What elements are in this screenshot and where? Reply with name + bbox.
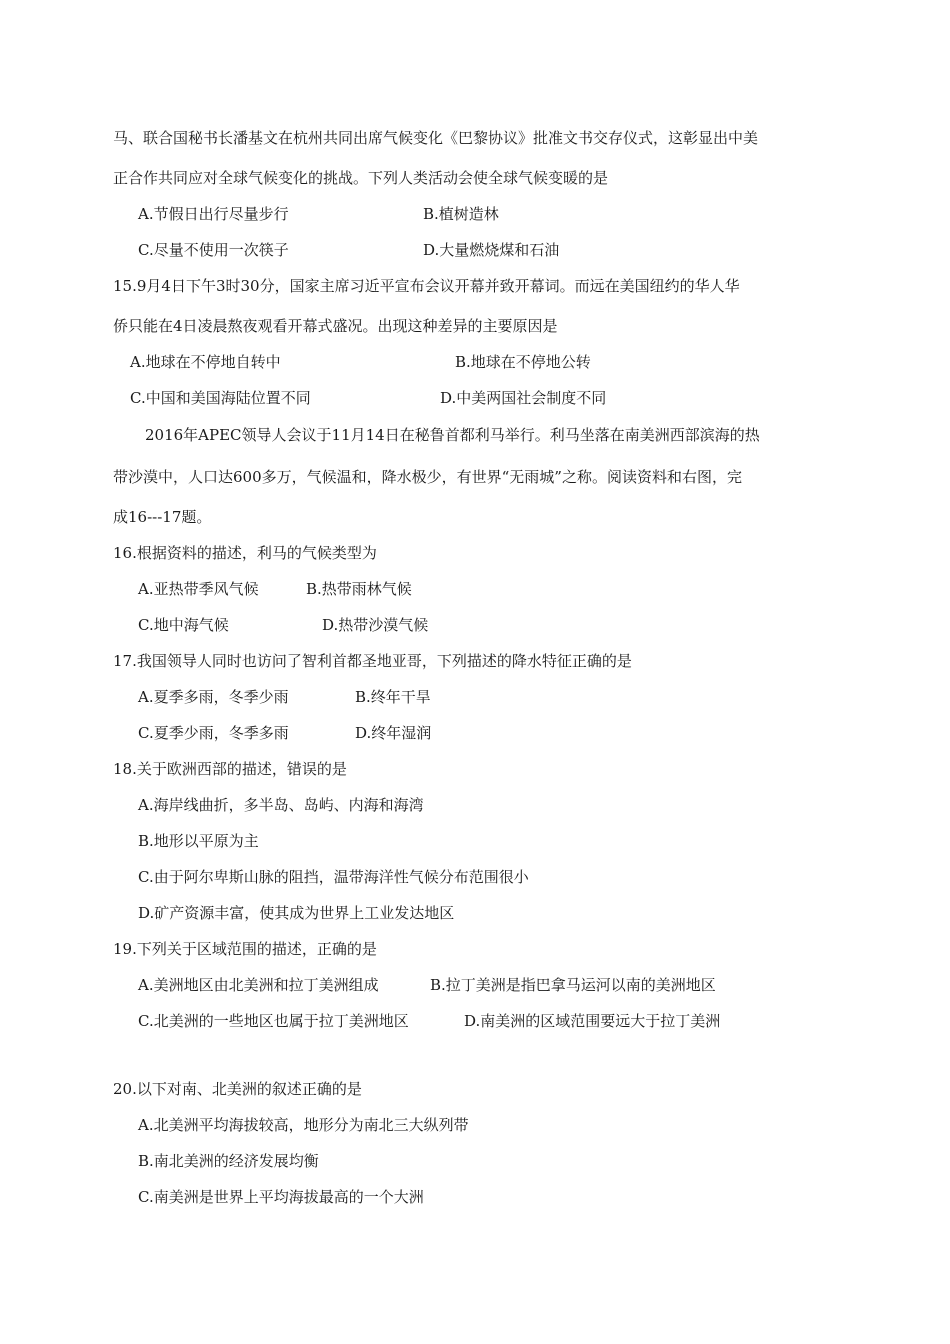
q18-option-b: B.地形以平原为主: [138, 832, 259, 850]
q20-stem: 20.以下对南、北美洲的叙述正确的是: [113, 1080, 362, 1098]
intro-line-1: 马、联合国秘书长潘基文在杭州共同出席气候变化《巴黎协议》批准文书交存仪式，这彰显出中美: [113, 129, 759, 147]
q18-option-c: C.由于阿尔卑斯山脉的阻挡，温带海洋性气候分布范围很小: [138, 868, 529, 886]
q16-stem: 16.根据资料的描述，利马的气候类型为: [113, 544, 377, 562]
material-line-1: 2016年APEC领导人会议于11月14日在秘鲁首都利马举行。利马坐落在南美洲西部滨海的热: [145, 426, 760, 444]
q14-option-a: A.节假日出行尽量步行: [138, 205, 289, 223]
q17-stem: 17.我国领导人同时也访问了智利首都圣地亚哥，下列描述的降水特征正确的是: [113, 652, 632, 670]
q14-option-b: B.植树造林: [423, 205, 499, 223]
q17-option-d: D.终年湿润: [355, 724, 432, 742]
q19-stem: 19.下列关于区域范围的描述，正确的是: [113, 940, 377, 958]
q19-option-c: C.北美洲的一些地区也属于拉丁美洲地区: [138, 1012, 409, 1030]
q15-option-b: B.地球在不停地公转: [455, 353, 591, 371]
q15-stem-line-1: 15.9月4日下午3时30分，国家主席习近平宣布会议开幕并致开幕词。而远在美国纽约的华人华: [113, 277, 740, 295]
q14-option-c: C.尽量不使用一次筷子: [138, 241, 289, 259]
q14-option-d: D.大量燃烧煤和石油: [423, 241, 560, 259]
q20-option-c: C.南美洲是世界上平均海拔最高的一个大洲: [138, 1188, 424, 1206]
intro-line-2: 正合作共同应对全球气候变化的挑战。下列人类活动会使全球气候变暖的是: [113, 169, 609, 187]
material-line-2: 带沙漠中，人口达600多万，气候温和，降水极少，有世界“无雨城”之称。阅读资料和右图，完: [113, 468, 742, 486]
q15-option-a: A.地球在不停地自转中: [130, 353, 281, 371]
q15-option-d: D.中美两国社会制度不同: [440, 389, 607, 407]
q19-option-b: B.拉丁美洲是指巴拿马运河以南的美洲地区: [430, 976, 716, 994]
q16-option-b: B.热带雨林气候: [306, 580, 412, 598]
q15-option-c: C.中国和美国海陆位置不同: [130, 389, 311, 407]
q20-option-a: A.北美洲平均海拔较高，地形分为南北三大纵列带: [138, 1116, 469, 1134]
q15-stem-line-2: 侨只能在4日凌晨熬夜观看开幕式盛况。出现这种差异的主要原因是: [113, 317, 558, 335]
q16-option-d: D.热带沙漠气候: [322, 616, 429, 634]
q18-stem: 18.关于欧洲西部的描述，错误的是: [113, 760, 347, 778]
q19-option-d: D.南美洲的区域范围要远大于拉丁美洲: [464, 1012, 721, 1030]
q18-option-a: A.海岸线曲折，多半岛、岛屿、内海和海湾: [138, 796, 424, 814]
material-line-3: 成16---17题。: [113, 508, 212, 526]
q19-option-a: A.美洲地区由北美洲和拉丁美洲组成: [138, 976, 379, 994]
q20-option-b: B.南北美洲的经济发展均衡: [138, 1152, 319, 1170]
q16-option-a: A.亚热带季风气候: [138, 580, 259, 598]
q17-option-b: B.终年干旱: [355, 688, 431, 706]
q17-option-a: A.夏季多雨，冬季少雨: [138, 688, 289, 706]
q16-option-c: C.地中海气候: [138, 616, 229, 634]
q18-option-d: D.矿产资源丰富，使其成为世界上工业发达地区: [138, 904, 455, 922]
q17-option-c: C.夏季少雨，冬季多雨: [138, 724, 289, 742]
